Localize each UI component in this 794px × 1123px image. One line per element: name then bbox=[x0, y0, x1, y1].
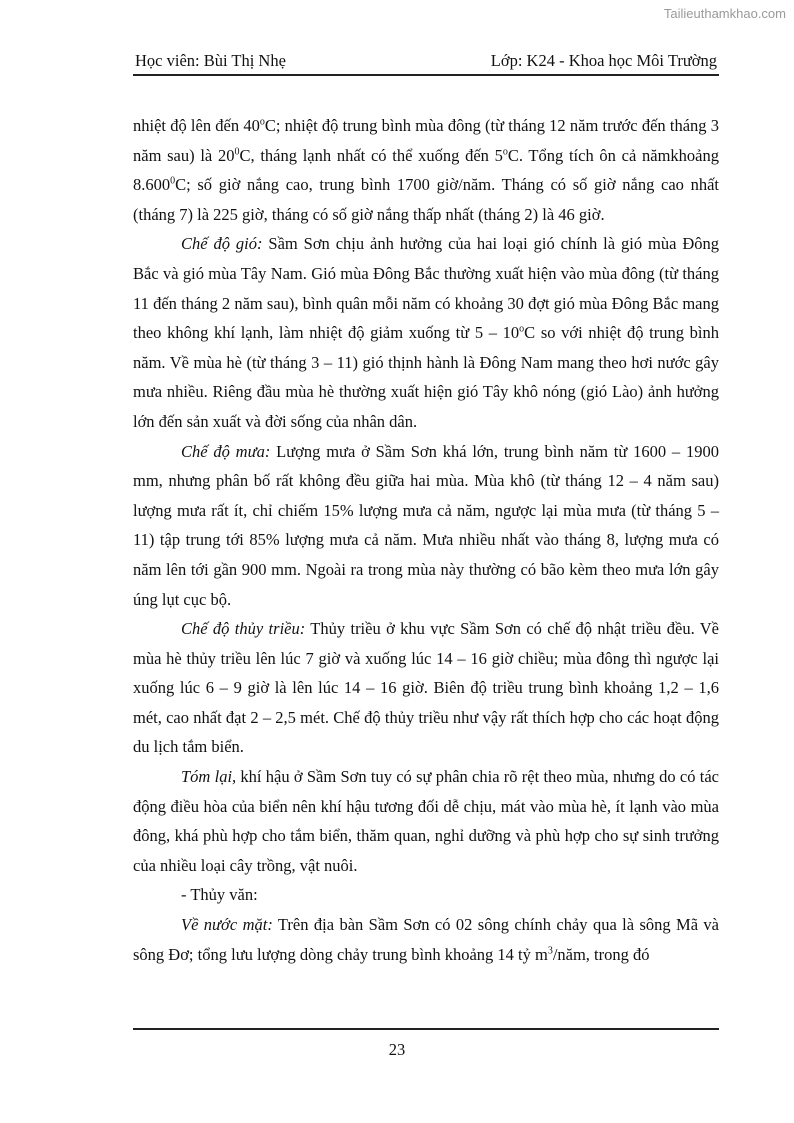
superscript: o bbox=[259, 116, 265, 128]
text-run: /năm, trong đó bbox=[552, 944, 650, 964]
page-number: 23 bbox=[388, 1040, 406, 1059]
superscript: o bbox=[519, 323, 525, 335]
italic-label: Chế độ gió: bbox=[181, 234, 263, 254]
text-run: C; số giờ nắng cao, trung bình 1700 giờ/năm. Tháng có số giờ nắng cao nhất (tháng 7) là 225 giờ, tháng có số giờ nắng thấp nhất (tháng 2) là 46 giờ. bbox=[133, 175, 719, 224]
paragraph-temperature bbox=[133, 111, 719, 229]
paragraph-wind bbox=[133, 229, 719, 436]
italic-label: Tóm lại, bbox=[181, 767, 237, 787]
text-run: Sầm Sơn chịu ảnh hưởng của hai loại gió chính là gió mùa Đông Bắc và gió mùa Tây Nam. Gió mùa Đông Bắc thường xuất hiện vào mùa đông (từ tháng 11 đến tháng 2 năm sau), bình quân mỗi năm có khoảng 30 đợt gió mùa Đông Bắc mang theo không khí lạnh, làm nhiệt độ giảm xuống từ 5 – 10 bbox=[133, 234, 719, 343]
paragraph-tide bbox=[133, 614, 719, 762]
paragraph-hydrology-heading bbox=[133, 880, 719, 910]
text-run: C; nhiệt độ trung bình mùa đông (từ tháng 12 năm trước đến tháng 3 năm sau) là 20 bbox=[133, 116, 719, 165]
superscript: o bbox=[502, 146, 508, 158]
header-class-name: Lớp: K24 - Khoa học Môi Trường bbox=[490, 51, 717, 70]
paragraph-summary bbox=[133, 762, 719, 880]
page-header bbox=[133, 48, 719, 76]
superscript: 3 bbox=[547, 945, 553, 957]
italic-label: Chế độ thủy triều: bbox=[181, 619, 306, 639]
text-run: C, tháng lạnh nhất có thể xuống đến 5 bbox=[239, 145, 503, 165]
text-run: - Thủy văn: bbox=[181, 885, 258, 905]
superscript: 0 bbox=[170, 175, 176, 187]
text-run: Lượng mưa ở Sầm Sơn khá lớn, trung bình năm từ 1600 – 1900 mm, nhưng phân bố rất không đều giữa hai mùa. Mùa khô (từ tháng 12 – 4 năm sau) lượng mưa rất ít, chỉ chiếm 15% lượng mưa cả năm, ngược lại mùa mưa (từ tháng 5 – 11) tập trung tới 85% lượng mưa cả năm. Mưa nhiều nhất vào tháng 8, lượng mưa có năm lên tới gần 900 mm. Ngoài ra trong mùa này thường có bão kèm theo mưa lớn gây úng lụt cục bộ. bbox=[133, 441, 719, 609]
text-run: khí hậu ở Sầm Sơn tuy có sự phân chia rõ rệt theo mùa, nhưng do có tác động điều hòa của biển nên khí hậu tương đối dễ chịu, mát vào mùa hè, ít lạnh vào mùa đông, khá phù hợp cho tắm biển, thăm quan, nghỉ dưỡng và phù hợp cho sự sinh trưởng của nhiều loại cây trồng, vật nuôi. bbox=[133, 767, 719, 875]
italic-label: Về nước mặt: bbox=[181, 915, 273, 935]
watermark-text: Tailieuthamkhao.com bbox=[663, 6, 786, 21]
header-student-name: Học viên: Bùi Thị Nhẹ bbox=[135, 51, 286, 70]
text-run: Trên địa bàn Sầm Sơn có 02 sông chính chảy qua là sông Mã và sông Đơ; tổng lưu lượng dòng chảy trung bình khoảng 14 tỷ m bbox=[133, 915, 719, 964]
text-run: nhiệt độ lên đến 40 bbox=[133, 116, 260, 135]
text-run: C. Tổng tích ôn cả nămkhoảng 8.600 bbox=[133, 145, 719, 195]
paragraph-surface-water bbox=[133, 910, 719, 969]
footer-divider bbox=[133, 1028, 719, 1030]
superscript: 0 bbox=[234, 146, 240, 158]
paragraph-rain bbox=[133, 437, 719, 615]
page-body bbox=[133, 111, 719, 969]
text-run: C so với nhiệt độ trung bình năm. Về mùa hè (từ tháng 3 – 11) gió thịnh hành là Đông Nam mang theo hơi nước gây mưa nhiều. Riêng đầu mùa hè thường xuất hiện gió Tây khô nóng (gió Lào) ảnh hưởng lớn đến sản xuất và đời sống của nhân dân. bbox=[133, 323, 719, 431]
text-run: Thủy triều ở khu vực Sầm Sơn có chế độ nhật triều đều. Về mùa hè thủy triều lên lúc 7 giờ và xuống lúc 14 – 16 giờ chiều; mùa đông thì ngược lại xuống lúc 6 – 9 giờ là lên lúc 14 – 16 giờ. Biên độ triều trung bình khoảng 1,2 – 1,6 mét, cao nhất đạt 2 – 2,5 mét. Chế độ thủy triều như vậy rất thích hợp cho các hoạt động du lịch tắm biển. bbox=[133, 619, 720, 757]
italic-label: Chế độ mưa: bbox=[181, 441, 271, 461]
